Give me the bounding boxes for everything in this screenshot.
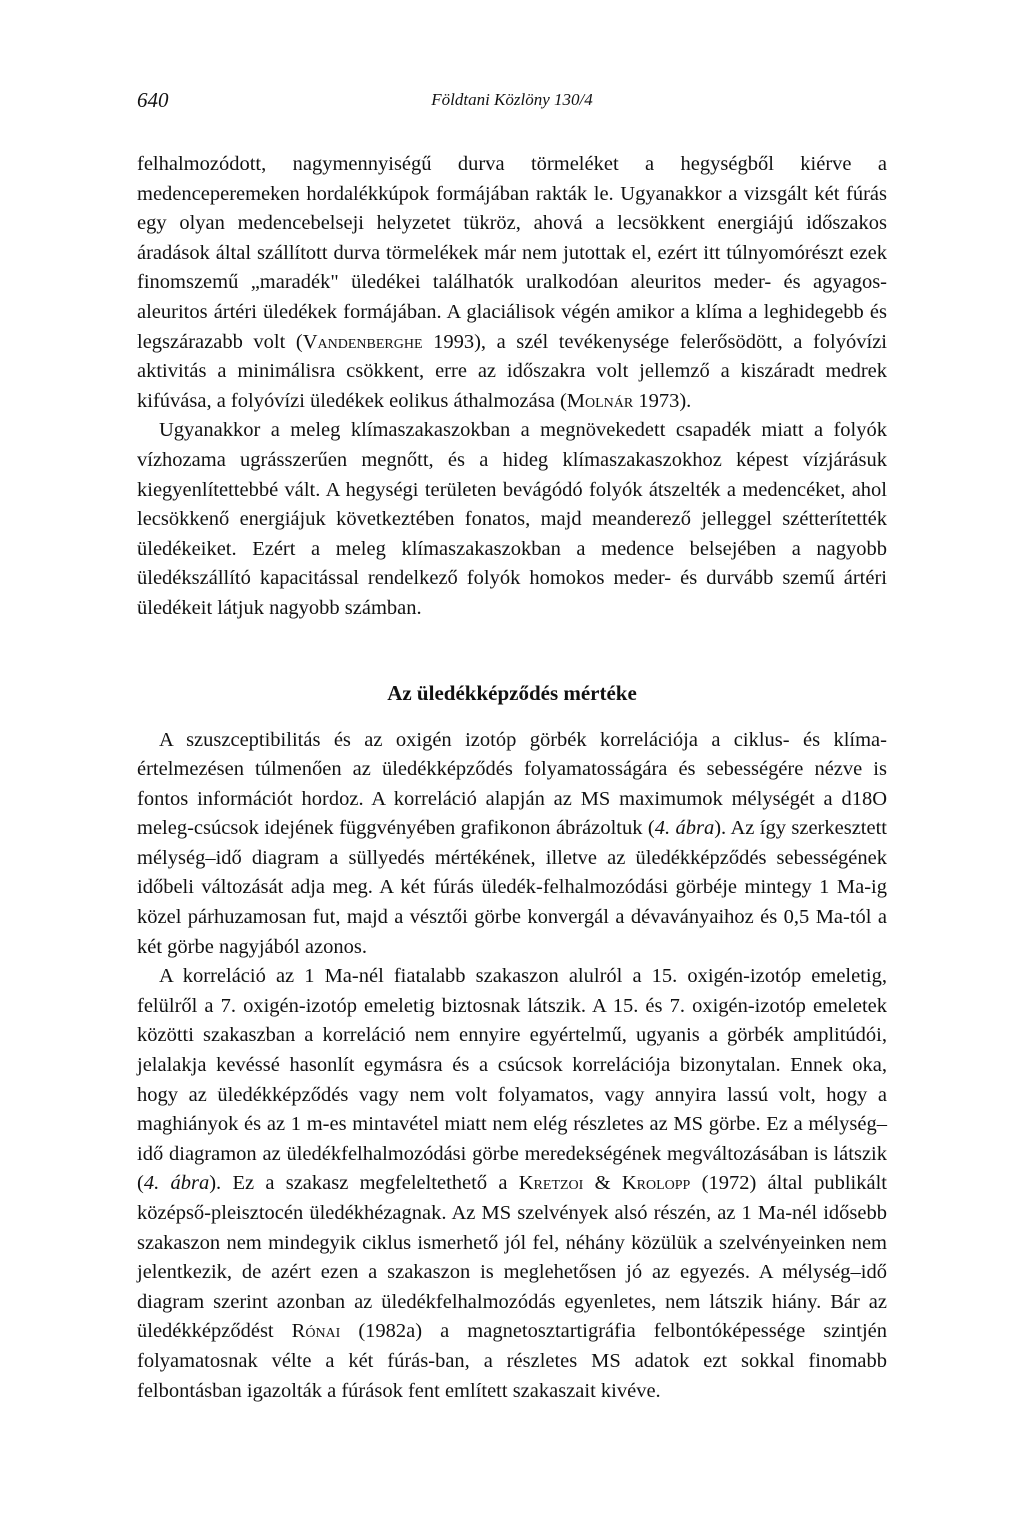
figure-reference: 4. ábra	[143, 1172, 210, 1195]
text-run: 1973).	[633, 389, 692, 412]
author-reference: Vandenberghe	[302, 330, 423, 353]
text-run: 1993), a szél tevékenysége felerősödött, a folyóvízi aktivitás a minimálisra csökkent, erre az időszakra volt jellemző a kiszáradt medrek kifúvása, a folyóvízi üledékek eolikus áthalmozása (	[137, 330, 887, 412]
journal-page	[137, 88, 887, 1406]
text-run: A szuszceptibilitás és az oxigén izotóp görbék korrelációja a ciklus- és klíma-értelmezésen túlmenően az üledékképződés folyamatosságára és sebességére nézve is fontos információt hordoz. A korreláció alapján az MS maximumok mélységét a d18O meleg-csúcsok idejének függvényében grafikonon ábrázoltuk (	[137, 728, 887, 840]
figure-reference: 4. ábra	[654, 817, 715, 840]
running-head	[137, 88, 887, 116]
paragraph: Ugyanakkor a meleg klímaszakaszokban a megnövekedett csapadék miatt a folyók vízhozama ugrásszerűen megnőtt, és a hideg klímaszakaszokhoz képest vízjárásuk kiegyenlítettebbé vált. A hegységi területen bevágódó folyók átszelték a medencéket, ahol lecsökkenő energiájuk következtében fonatos, majd meanderező jelleggel szétterítették üledékeiket. Ezért a meleg klímaszakaszokban a medence belsejében a nagyobb üledékszállító kapacitással rendelkező folyók homokos meder- és durvább szemű ártéri üledékeit látjuk nagyobb számban.	[137, 419, 887, 619]
text-run: felhalmozódott, nagymennyiségű durva törmeléket a hegységből kiérve a medenceperemeken hordalékkúpok formájában rakták le. Ugyanakkor a vizsgált két fúrás egy olyan medencebelseji helyzetet tükröz, ahová a lecsökkent energiájú időszakos áradások által szállított durva törmelékek már nem jutottak el, ezért itt túlnyomórészt ezek finomszemű „maradék" üledékei találhatók uralkodóan aleuritos meder- és agyagos-aleuritos ártéri üledékek formájában. A glaciálisok végén amikor a klíma a leghidegebb és legszárazabb volt (	[137, 153, 887, 353]
author-reference: Molnár	[566, 389, 634, 412]
text-run: &	[583, 1172, 622, 1195]
text-run: ). Ez a szakasz megfeleltethető a	[209, 1172, 519, 1195]
author-reference: Krolopp	[621, 1172, 691, 1195]
text-run: (1972) által publikált középső-pleisztocén üledékhézagnak. Az MS szelvények alsó részén, az 1 Ma-nél idősebb szakaszon nem mindegyik ciklus ismerhető jól fel, néhány közülük a szelvényeinken nem jelentkezik, de azért ezen a szakaszon is meglehetősen jó az egyezés. A mélység–idő diagram szerint azonban az üledékfelhalmozódás egyenletes, nem látszik hiány. Bár az üledékképződést	[137, 1172, 887, 1343]
author-reference: Rónai	[291, 1320, 341, 1343]
paragraph-continued	[137, 150, 887, 416]
paragraph	[137, 962, 887, 1406]
section-heading: Az üledékképződés mértéke	[387, 680, 637, 705]
text-run: ). Az így szerkesztett mélység–idő diagram a süllyedés mértékének, illetve az üledékképződés sebességének időbeli változását adja meg. A két fúrás üledék-felhalmozódási görbéje mintegy 1 Ma-ig közel párhuzamosan fut, majd a vésztői görbe konvergál a dévaványaihoz és 0,5 Ma-tól a két görbe nagyjából azonos.	[137, 817, 887, 958]
paragraph	[137, 726, 887, 963]
text-run: (1982a) a magnetosztartigráfia felbontóképessége szintjén folyamatosnak vélte a két fúrás-ban, a részletes MS adatok ezt sokkal finomabb felbontásban igazolták a fúrások fent említett szakaszait kivéve.	[137, 1320, 887, 1402]
journal-title: Földtani Közlöny 130/4	[431, 90, 593, 109]
text-run: A korreláció az 1 Ma-nél fiatalabb szakaszon alulról a 15. oxigén-izotóp emeletig, felülről a 7. oxigén-izotóp emeletig biztosnak látszik. A 15. és 7. oxigén-izotóp emeletek közötti szakaszban a korreláció nem ennyire egyértelmű, ugyanis a görbék amplitúdói, jelalakja kevéssé hasonlít egymásra és a csúcsok korrelációja bizonytalan. Ennek oka, hogy az üledékképződés vagy nem volt folyamatos, vagy annyira lassú volt, hogy a maghiányok és az 1 m-es mintavétel miatt nem elég részletes az MS görbe. Ez a mélység–idő diagramon az üledékfelhalmozódási görbe meredekségének megváltozásában is látszik (	[137, 965, 887, 1195]
article-body	[137, 150, 887, 1406]
author-reference: Kretzoi	[518, 1172, 584, 1195]
page-number: 640	[137, 88, 169, 112]
